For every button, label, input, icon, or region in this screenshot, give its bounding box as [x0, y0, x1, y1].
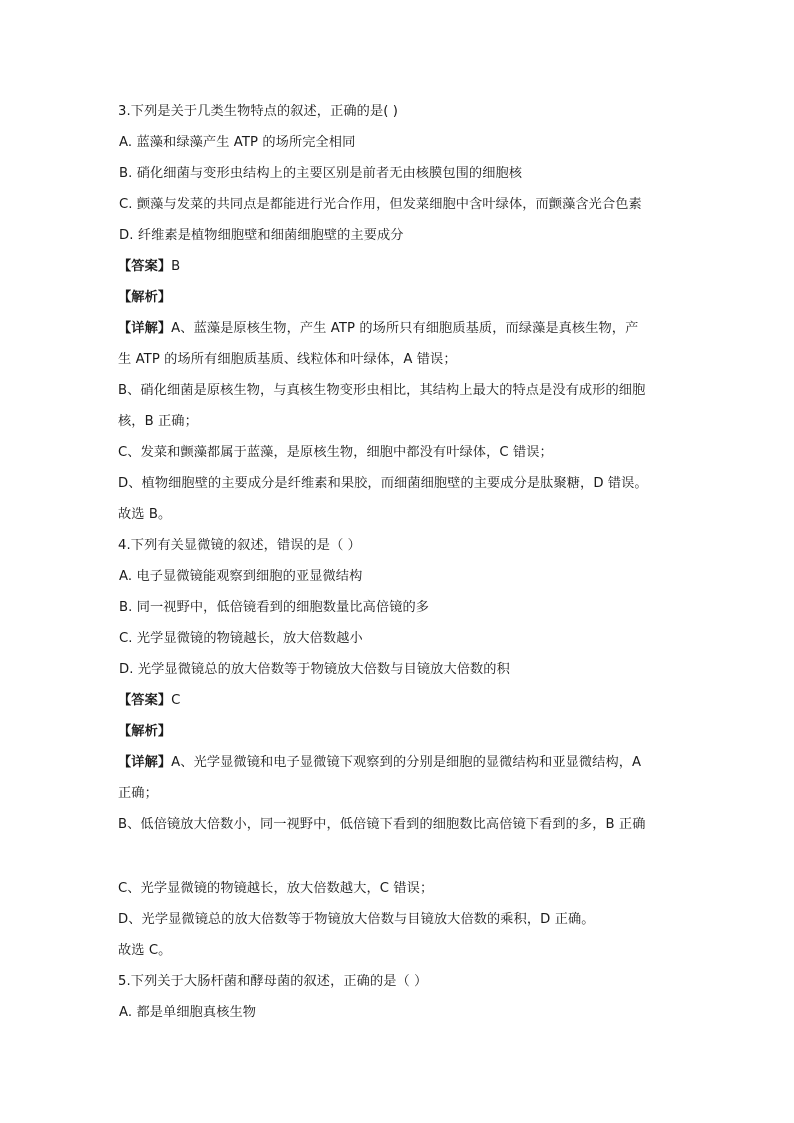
answer-label: 【答案】	[118, 693, 172, 708]
question-5-stem: 5.下列关于大肠杆菌和酵母菌的叙述，正确的是（ ）	[118, 974, 428, 989]
question-3-answer	[118, 258, 180, 276]
question-3-option-d: D. 纤维素是植物细胞壁和细菌细胞壁的主要成分	[119, 228, 404, 243]
question-3-option-b: B. 硝化细菌与变形虫结构上的主要区别是前者无由核膜包围的细胞核	[119, 166, 523, 181]
question-4-answer	[118, 692, 180, 710]
question-4-detail-line: D、光学显微镜总的放大倍数等于物镜放大倍数与目镜放大倍数的乘积，D 正确。	[118, 912, 595, 927]
question-3-detail-line: 生 ATP 的场所有细胞质基质、线粒体和叶绿体，A 错误；	[118, 352, 457, 367]
question-3-detail-line: 核，B 正确；	[118, 414, 198, 429]
question-3-option-c: C. 颤藻与发菜的共同点是都能进行光合作用，但发菜细胞中含叶绿体，而颤藻含光合色素	[119, 197, 642, 212]
question-4-detail-line: 正确；	[118, 786, 158, 801]
detail-label: 【详解】	[118, 321, 172, 336]
question-3-detail-line	[118, 320, 638, 338]
question-4-conclusion: 故选 C。	[118, 943, 172, 958]
question-4-option-d: D. 光学显微镜总的放大倍数等于物镜放大倍数与目镜放大倍数的积	[119, 662, 510, 677]
question-4-option-b: B. 同一视野中，低倍镜看到的细胞数量比高倍镜的多	[119, 600, 430, 615]
question-4-option-c: C. 光学显微镜的物镜越长，放大倍数越小	[119, 631, 363, 646]
question-4-detail-line	[118, 754, 641, 772]
question-4-option-a: A. 电子显微镜能观察到细胞的亚显微结构	[119, 569, 363, 584]
question-3-detail-line: D、植物细胞壁的主要成分是纤维素和果胶，而细菌细胞壁的主要成分是肽聚糖，D 错误。	[118, 476, 648, 491]
question-4-stem: 4.下列有关显微镜的叙述，错误的是（ ）	[118, 538, 361, 553]
detail-text: A、蓝藻是原核生物，产生 ATP 的场所只有细胞质基质，而绿藻是真核生物，产	[171, 321, 639, 336]
question-3-analysis-label: 【解析】	[118, 290, 172, 305]
answer-label: 【答案】	[118, 259, 172, 274]
detail-label: 【详解】	[118, 755, 172, 770]
question-4-analysis-label: 【解析】	[118, 724, 172, 739]
question-3-detail-line: B、硝化细菌是原核生物，与真核生物变形虫相比，其结构上最大的特点是没有成形的细胞	[118, 383, 646, 398]
answer-value: B	[171, 259, 181, 274]
question-3-option-a: A. 蓝藻和绿藻产生 ATP 的场所完全相同	[119, 135, 356, 150]
question-3-detail-line: C、发菜和颤藻都属于蓝藻，是原核生物，细胞中都没有叶绿体，C 错误；	[118, 445, 553, 460]
answer-value: C	[171, 693, 181, 708]
question-4-detail-line: C、光学显微镜的物镜越长，放大倍数越大，C 错误；	[118, 881, 434, 896]
question-3-conclusion: 故选 B。	[118, 507, 172, 522]
question-3-stem: 3.下列是关于几类生物特点的叙述，正确的是( )	[118, 104, 399, 119]
question-5-option-a: A. 都是单细胞真核生物	[119, 1005, 257, 1020]
question-4-detail-line: B、低倍镜放大倍数小，同一视野中，低倍镜下看到的细胞数比高倍镜下看到的多，B 正确	[118, 817, 646, 832]
detail-text: A、光学显微镜和电子显微镜下观察到的分别是细胞的显微结构和亚显微结构，A	[171, 755, 642, 770]
